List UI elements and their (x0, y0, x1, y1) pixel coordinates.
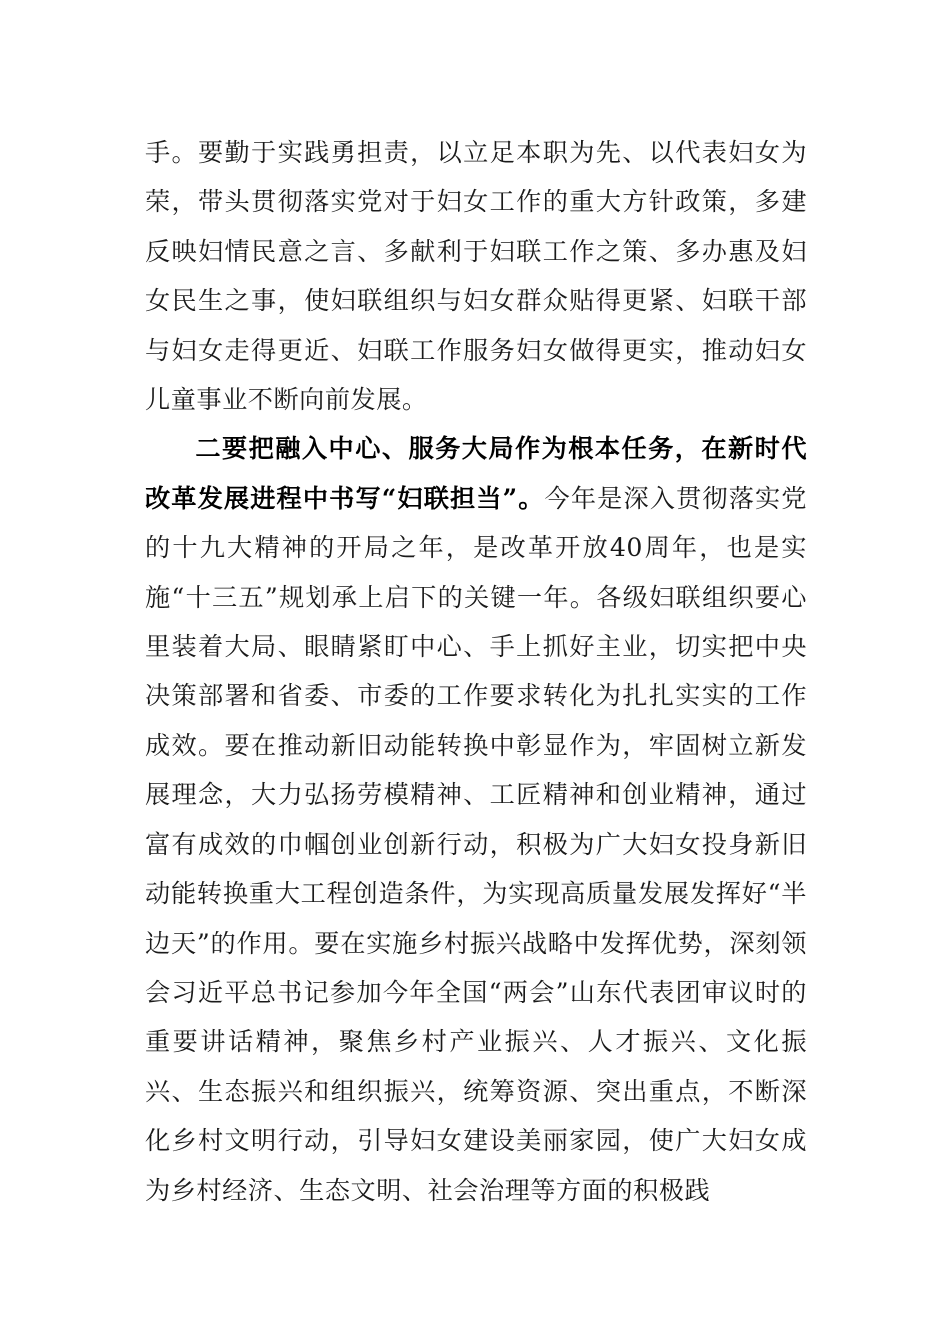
paragraph-1-text: 手。要勤于实践勇担责，以立足本职为先、以代表妇女为荣，带头贯彻落实党对于妇女工作的重大方针政策，多建反映妇情民意之言、多献利于妇联工作之策、多办惠及妇女民生之事，使妇联组织与妇女群众贴得更紧、妇联干部与妇女走得更近、妇联工作服务妇女做得更实，推动妇女儿童事业不断向前发展。 (145, 138, 807, 415)
document-body (145, 128, 807, 1215)
paragraph-2-text: 今年是深入贯彻落实党的十九大精神的开局之年，是改革开放40周年，也是实施“十三五”规划承上启下的关键一年。各级妇联组织要心里装着大局、眼睛紧盯中心、手上抓好主业，切实把中央决策部署和省委、市委的工作要求转化为扎扎实实的工作成效。要在推动新旧动能转换中彰显作为，牢固树立新发展理念，大力弘扬劳模精神、工匠精神和创业精神，通过富有成效的巾帼创业创新行动，积极为广大妇女投身新旧动能转换重大工程创造条件，为实现高质量发展发挥好“半边天”的作用。要在实施乡村振兴战略中发挥优势，深刻领会习近平总书记参加今年全国“两会”山东代表团审议时的重要讲话精神，聚焦乡村产业振兴、人才振兴、文化振兴、生态振兴和组织振兴，统筹资源、突出重点，不断深化乡村文明行动，引导妇女建设美丽家园，使广大妇女成为乡村经济、生态文明、社会治理等方面的积极践 (145, 483, 807, 1205)
paragraph-2 (145, 424, 807, 1215)
paragraph-2-bold-lead: 二要把融入中心、服务大局作为根本任务，在新时代改革发展进程中书写“妇联担当”。 (145, 433, 807, 513)
paragraph-1 (145, 128, 807, 424)
